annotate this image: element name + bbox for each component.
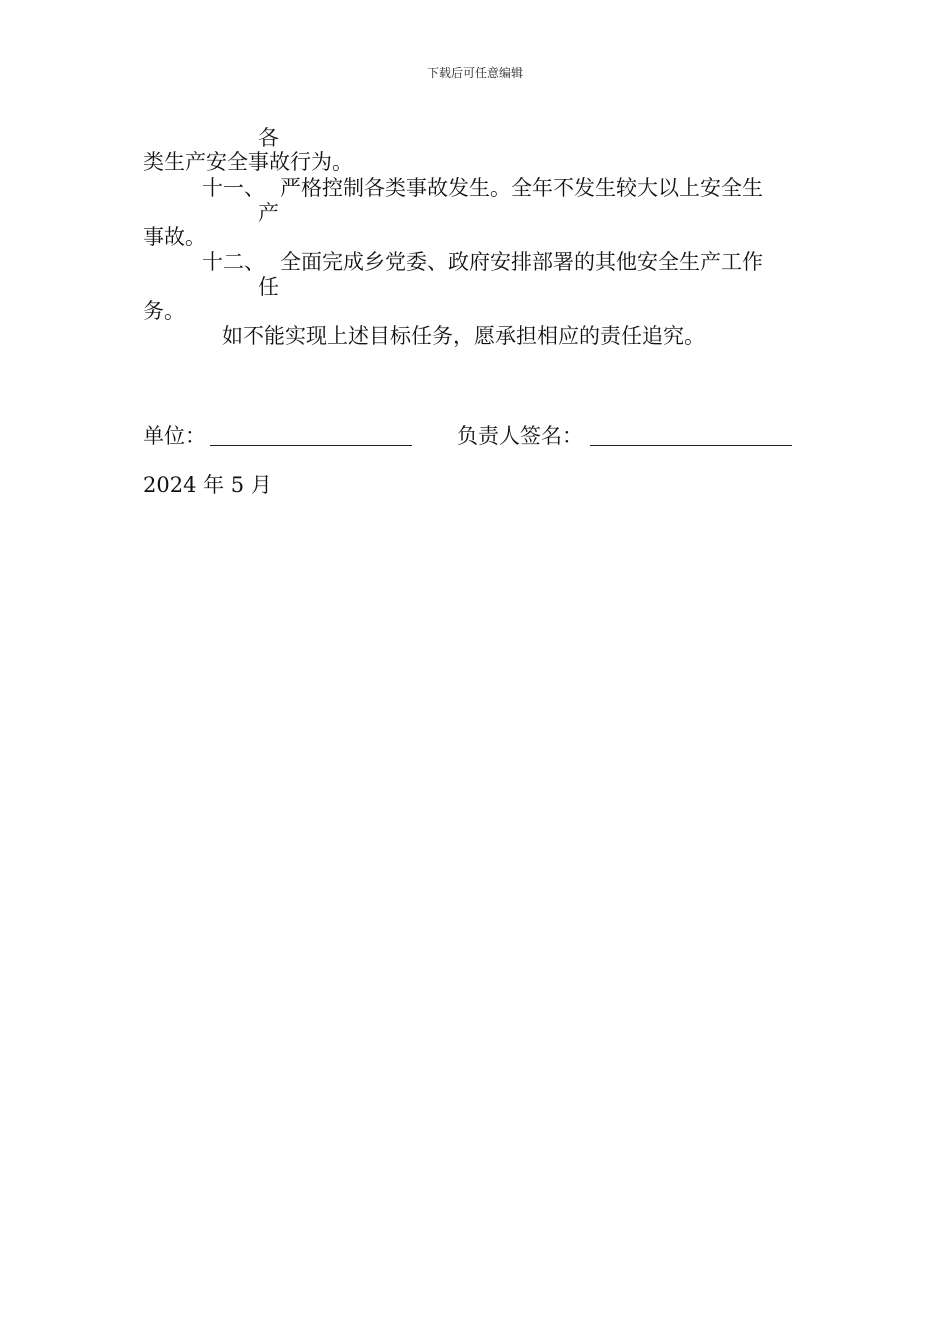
item11-text: 严格控制各类事故发生。全年不发生较大以上安全生 xyxy=(280,176,763,200)
header-note: 下载后可任意编辑 xyxy=(426,66,523,80)
item10-continuation: 类生产安全事故行为。 xyxy=(143,150,353,174)
closing-statement: 如不能实现上述目标任务，愿承担相应的责任追究。 xyxy=(222,324,705,348)
item12-number: 十二、 xyxy=(202,250,265,274)
item12-wrap-fragment: 任 xyxy=(258,275,279,299)
item12-text: 全面完成乡党委、政府安排部署的其他安全生产工作 xyxy=(280,250,763,274)
item11-number: 十一、 xyxy=(202,176,265,200)
item11-continuation: 事故。 xyxy=(143,225,206,249)
responsible-signature-line[interactable] xyxy=(590,427,792,446)
unit-input-line[interactable] xyxy=(210,427,412,446)
unit-label: 单位： xyxy=(143,424,206,448)
responsible-label: 负责人签名： xyxy=(457,424,583,448)
item11-wrap-fragment: 产 xyxy=(258,201,279,225)
item10-wrap-fragment: 各 xyxy=(258,126,279,150)
item12-continuation: 务。 xyxy=(143,299,185,323)
document-date: 2024 年 5 月 xyxy=(143,473,272,497)
